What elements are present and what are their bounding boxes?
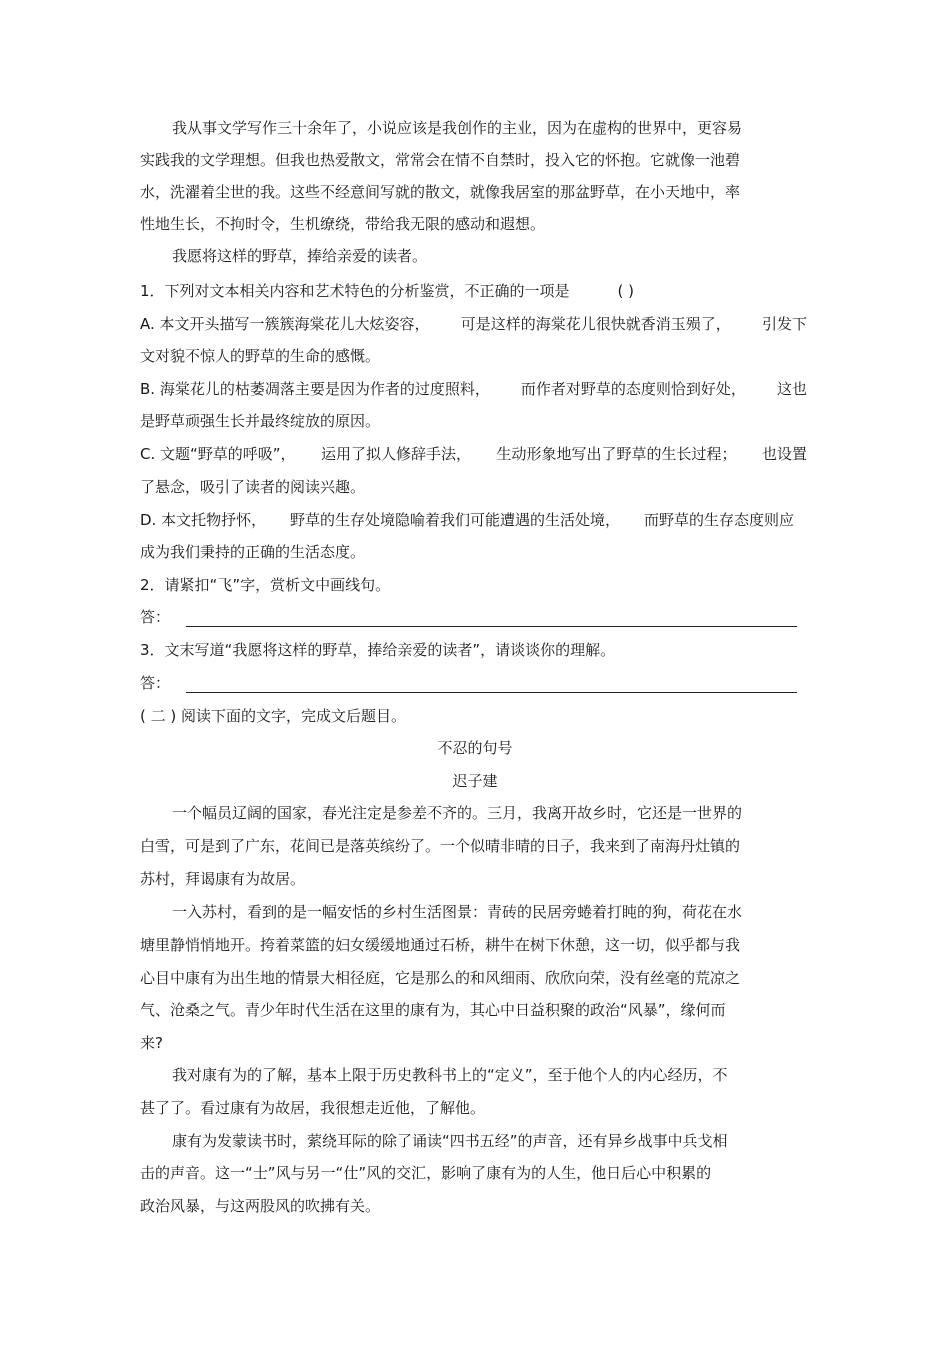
question-3-stem: 3．文末写道“我愿将这样的野草，捧给亲爱的读者”，请谈谈你的理解。	[140, 641, 616, 659]
answer-line[interactable]	[186, 679, 797, 693]
article-line: 甚了了。看过康有为故居，我很想走近他，了解他。	[140, 1099, 486, 1117]
option-c-part: 运用了拟人修辞手法，	[321, 445, 472, 463]
option-c-part: 生动形象地写出了野草的生长过程；	[496, 445, 737, 463]
article-line: 白雪，可是到了广东，花间已是落英缤纷了。一个似晴非晴的日子，我来到了南海丹灶镇的	[140, 837, 741, 855]
option-d-part: 野草的生存处境隐喻着我们可能遭遇的生活处境，	[290, 511, 621, 529]
option-b-part: B. 海棠花儿的枯萎凋落主要是因为作者的过度照料，	[140, 380, 490, 398]
option-a	[140, 314, 807, 334]
passage1-line: 水，洗濯着尘世的我。这些不经意间写就的散文，就像我居室的那盆野草，在小天地中，率	[140, 183, 741, 201]
option-b	[140, 379, 807, 399]
article-line: 击的声音。这一“士”风与另一“仕”风的交汇，影响了康有为的人生，他日后心中积累的	[140, 1164, 712, 1182]
article-line: 塘里静悄悄地开。挎着菜篮的妇女缓缓地通过石桥，耕牛在树下休憩，这一切，似乎都与我	[140, 936, 741, 954]
option-c	[140, 444, 807, 464]
article-line: 来?	[140, 1034, 163, 1052]
option-a-part: 引发下	[761, 315, 807, 333]
option-d-continuation: 成为我们秉持的正确的生活态度。	[140, 543, 366, 561]
option-d-part: D. 本文托物抒怀，	[140, 511, 267, 529]
article-line: 政治风暴，与这两股风的吹拂有关。	[140, 1197, 381, 1215]
option-a-continuation: 文对貌不惊人的野草的生命的感慨。	[140, 347, 381, 365]
option-b-part: 这也	[776, 380, 807, 398]
article-line: 一入苏村，看到的是一幅安恬的乡村生活图景：青砖的民居旁蜷着打盹的狗，荷花在水	[172, 903, 743, 921]
option-b-part: 而作者对野草的态度则恰到好处，	[520, 380, 746, 398]
answer-label: 答：	[140, 608, 171, 626]
answer-line[interactable]	[186, 613, 797, 627]
option-b-continuation: 是野草顽强生长并最终绽放的原因。	[140, 412, 381, 430]
passage1-line: 性地生长，不拘时令，生机缭绕，带给我无限的感动和遐想。	[140, 215, 546, 233]
article-line: 康有为发蒙读书时，萦绕耳际的除了诵读“四书五经”的声音，还有异乡战事中兵戈相	[172, 1132, 728, 1150]
article-title: 不忍的句号	[437, 739, 513, 757]
article-author: 迟子建	[452, 772, 498, 790]
answer-label: 答：	[140, 674, 171, 692]
passage1-line: 实践我的文学理想。但我也热爱散文，常常会在情不自禁时，投入它的怀抱。它就像一池碧	[140, 151, 741, 169]
option-c-part: 也设置	[761, 445, 807, 463]
article-line: 我对康有为的了解，基本上限于历史教科书上的“定义”，至于他个人的内心经历，不	[172, 1066, 728, 1084]
option-a-part: A. 本文开头描写一簇簇海棠花儿大炫姿容，	[140, 315, 430, 333]
article-line: 气、沧桑之气。青少年时代生活在这里的康有为，其心中日益积聚的政治“风暴”，缘何而	[140, 1001, 726, 1019]
option-d-part: 而野草的生存态度则应	[643, 511, 794, 529]
question-3-answer	[140, 673, 797, 693]
article-line: 苏村，拜谒康有为故居。	[140, 870, 306, 888]
question-1-stem	[140, 281, 634, 301]
question-1-text: 1．下列对文本相关内容和艺术特色的分析鉴赏，不正确的一项是	[140, 282, 570, 300]
question-2-stem: 2．请紧扣“飞”字，赏析文中画线句。	[140, 576, 391, 594]
passage1-line: 我愿将这样的野草，捧给亲爱的读者。	[172, 247, 428, 265]
question-2-answer	[140, 607, 797, 627]
option-c-continuation: 了悬念，吸引了读者的阅读兴趣。	[140, 478, 366, 496]
passage1-line: 我从事文学写作三十余年了，小说应该是我创作的主业，因为在虚构的世界中，更容易	[172, 119, 743, 137]
option-a-part: 可是这样的海棠花儿很快就香消玉殒了，	[460, 315, 731, 333]
article-line: 一个幅员辽阔的国家，春光注定是参差不齐的。三月，我离开故乡时，它还是一世界的	[172, 804, 743, 822]
section-2-instruction: ( 二 ) 阅读下面的文字，完成文后题目。	[140, 707, 407, 725]
option-d	[140, 510, 794, 530]
answer-parenthesis: ( )	[617, 282, 635, 300]
article-line: 心目中康有为出生地的情景大相径庭，它是那么的和风细雨、欣欣向荣，没有丝毫的荒凉之	[140, 969, 741, 987]
option-c-part: C. 文题“野草的呼吸”，	[140, 445, 296, 463]
